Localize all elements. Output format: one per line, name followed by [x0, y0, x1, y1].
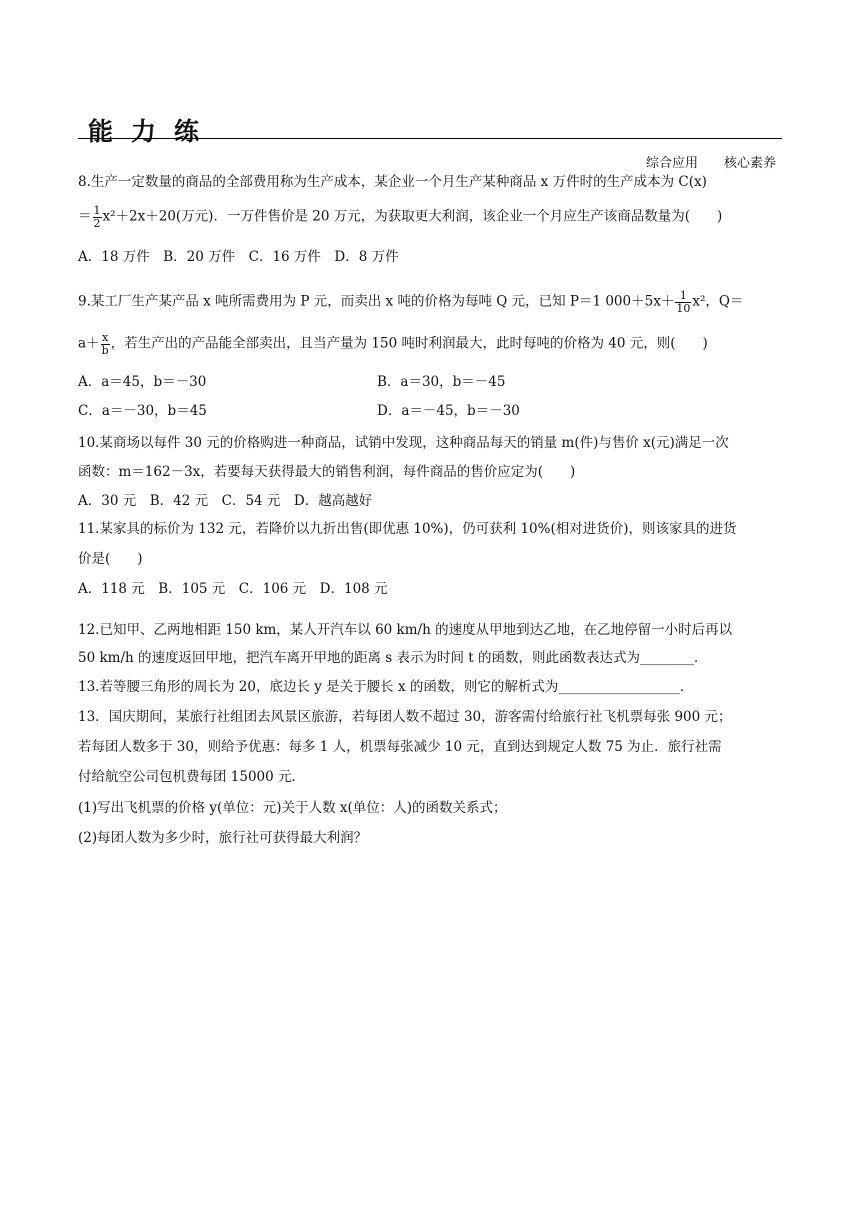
q10-line1: 10.某商场以每件 30 元的价格购进一种商品，试销中发现，这种商品每天的销量 m(件)与售价 x(元)满足一次: [78, 435, 729, 451]
q9-option-c: C．a＝－30，b＝45: [78, 403, 207, 419]
q10-line2: 函数：m＝162－3x，若要每天获得最大的销售利润，每件商品的售价应定为( ): [78, 464, 576, 480]
q12-line1: 12.已知甲、乙两地相距 150 km，某人开汽车以 60 km/h 的速度从甲地到达乙地，在乙地停留一小时后再以: [78, 622, 733, 638]
q9-frac2-num: x: [101, 331, 109, 344]
q13b-line1: 13．国庆期间，某旅行社组团去风景区旅游，若每团人数不超过 30，游客需付给旅行社飞机票每张 900 元；: [78, 709, 732, 725]
q12-line2: 50 km/h 的速度返回甲地，把汽车离开甲地的距离 s 表示为时间 t 的函数，则此函数表达式为________．: [78, 650, 708, 666]
q9-frac1-den: 10: [676, 301, 691, 315]
q8-line2: [78, 205, 722, 229]
q8-line2-pre: ＝: [78, 208, 92, 225]
q11-options: A．118 元 B．105 元 C．106 元 D．108 元: [78, 581, 388, 597]
section-tag-left: 综合应用: [646, 156, 699, 171]
q10-options: A．30 元 B．42 元 C．54 元 D．越高越好: [78, 493, 373, 509]
q9-line1-pre: 9.某工厂生产某产品 x 吨所需费用为 P 元，而卖出 x 吨的价格为每吨 Q 元，已知 P＝1 000＋5x＋: [78, 293, 675, 310]
q8-line2-post: x²＋2x＋20(万元)．一万件售价是 20 万元，为获取更大利润，该企业一个月应生产该商品数量为( ): [102, 208, 723, 225]
q8-fraction: [93, 205, 102, 229]
section-rule: [78, 138, 782, 139]
q13b-line2: 若每团人数多于 30，则给予优惠：每多 1 人，机票每张减少 10 元，直到达到规定人数 75 为止．旅行社需: [78, 739, 722, 755]
q9-line2-post: ，若生产出的产品能全部卖出，且当产量为 150 吨时利润最大，此时每吨的价格为 40 元，则( ): [110, 335, 708, 352]
section-tag-right: 核心素养: [724, 156, 777, 171]
q13b-line3: 付给航空公司包机费每团 15000 元．: [78, 769, 306, 785]
q8-frac-den: 2: [93, 216, 101, 230]
q9-line1-post: x²，Q＝: [692, 293, 744, 310]
q8-frac-num: 1: [93, 204, 101, 217]
section-title: 能力练: [88, 117, 218, 146]
q9-line1: [78, 290, 743, 314]
q13b-sub2: (2)每团人数为多少时，旅行社可获得最大利润？: [78, 830, 368, 846]
q11-line2: 价是( ): [78, 551, 143, 567]
q9-option-b: B．a＝30，b＝－45: [377, 374, 506, 390]
q9-option-a: A．a＝45，b＝－30: [78, 374, 207, 390]
q9-frac1-num: 1: [679, 289, 687, 302]
q9-line2-pre: a＋: [78, 335, 100, 352]
q9-line2: [78, 332, 708, 356]
q9-fraction-2: [101, 332, 110, 356]
q13b-sub1: (1)写出飞机票的价格 y(单位：元)关于人数 x(单位：人)的函数关系式；: [78, 800, 507, 816]
q9-fraction-1: [675, 290, 691, 314]
q13a-line1: 13.若等腰三角形的周长为 20，底边长 y 是关于腰长 x 的函数，则它的解析式为__________________．: [78, 679, 694, 695]
q9-option-d: D．a＝－45，b＝－30: [377, 403, 520, 419]
q8-options: A．18 万件 B．20 万件 C．16 万件 D．8 万件: [78, 249, 399, 265]
q8-line1: 8.生产一定数量的商品的全部费用称为生产成本，某企业一个月生产某种商品 x 万件时的生产成本为 C(x): [78, 174, 707, 190]
q11-line1: 11.某家具的标价为 132 元，若降价以九折出售(即优惠 10%)，仍可获利 10%(相对进货价)，则该家具的进货: [78, 521, 737, 537]
q9-frac2-den: b: [101, 343, 109, 357]
